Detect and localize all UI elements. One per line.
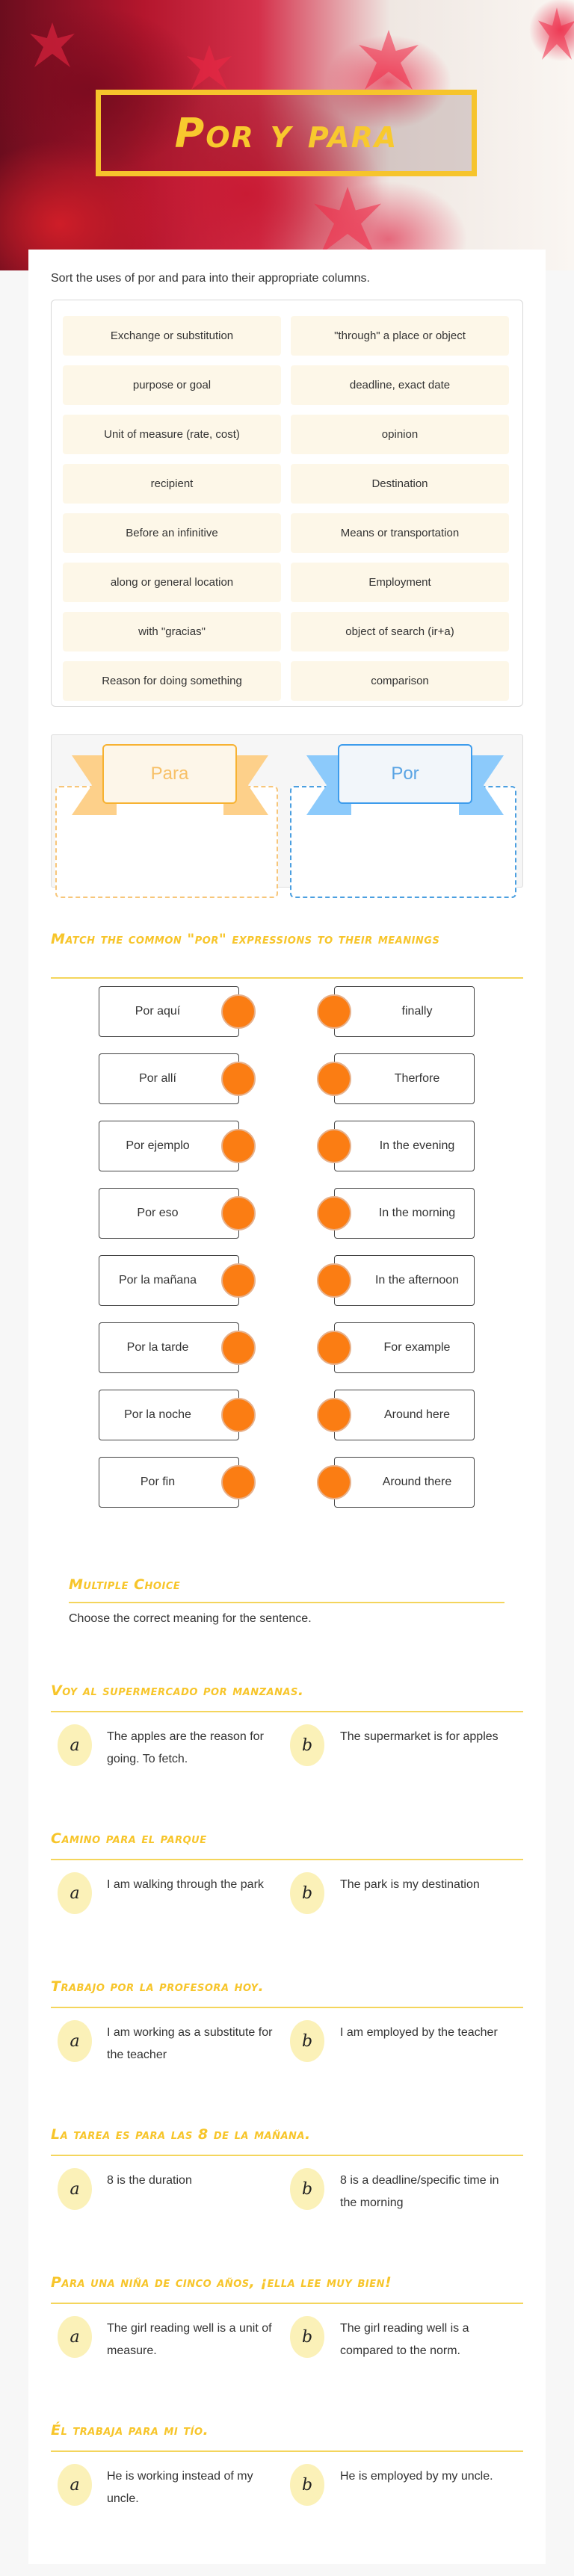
question-prompt: Voy al supermercado por manzanas. [51, 1682, 304, 1699]
match-right-connector[interactable] [317, 1196, 351, 1230]
option-a-badge[interactable] [58, 2316, 92, 2358]
sortable-item[interactable]: Employment [291, 563, 509, 602]
option-a-text[interactable]: He is working instead of my uncle. [107, 2470, 253, 2505]
match-left-item[interactable] [99, 1053, 239, 1104]
match-left-item[interactable] [99, 1457, 239, 1508]
question-prompt: Para una niña de cinco años, ¡ella lee muy bien! [51, 2274, 392, 2291]
match-left-connector[interactable] [221, 1129, 256, 1163]
match-right-item[interactable] [334, 1053, 475, 1104]
por-bucket-label: Por [338, 744, 472, 804]
sortable-item[interactable]: with "gracias" [63, 612, 281, 651]
match-right-item[interactable] [334, 1390, 475, 1440]
match-left-label: Por aquí [135, 1005, 181, 1018]
option-a-badge[interactable] [58, 2464, 92, 2506]
option-letter: b [301, 1736, 313, 1755]
option-b-text[interactable]: The supermarket is for apples [340, 1730, 499, 1743]
match-right-label: finally [401, 1005, 433, 1018]
sort-items-container [51, 300, 523, 707]
match-right-item[interactable] [334, 1255, 475, 1306]
question-divider [51, 2155, 523, 2156]
match-left-item[interactable] [99, 1121, 239, 1171]
sort-buckets [51, 734, 523, 888]
match-right-item[interactable] [334, 986, 475, 1037]
match-right-item[interactable] [334, 1322, 475, 1373]
question-divider [51, 1859, 523, 1860]
question-divider [51, 2303, 523, 2304]
match-left-connector[interactable] [221, 994, 256, 1029]
option-letter: a [70, 2179, 80, 2199]
question-prompt: La tarea es para las 8 de la mañana. [51, 2126, 311, 2143]
match-left-label: Por la mañana [118, 1274, 197, 1287]
sortable-item[interactable]: Unit of measure (rate, cost) [63, 415, 281, 454]
option-b-text[interactable]: He is employed by my uncle. [340, 2470, 493, 2483]
match-left-connector[interactable] [221, 1398, 256, 1432]
leaf-decoration [314, 187, 381, 254]
multiple-choice-title: Multiple Choice [69, 1576, 181, 1593]
leaf-decoration [359, 30, 419, 90]
match-right-connector[interactable] [317, 1062, 351, 1096]
match-left-label: Por ejemplo [126, 1139, 190, 1152]
option-letter: a [70, 2031, 80, 2051]
match-left-connector[interactable] [221, 1263, 256, 1298]
option-a-badge[interactable] [58, 1724, 92, 1766]
option-b-text[interactable]: The girl reading well is a compared to the norm. [340, 2322, 469, 2357]
match-right-label: Around there [382, 1476, 452, 1488]
option-letter: a [70, 2327, 80, 2347]
match-right-connector[interactable] [317, 1465, 351, 1499]
match-left-label: Por allí [139, 1072, 176, 1085]
match-left-label: Por fin [140, 1476, 176, 1488]
sortable-item[interactable]: object of search (ir+a) [291, 612, 509, 651]
option-letter: a [70, 1883, 80, 1903]
match-right-label: In the afternoon [374, 1274, 460, 1287]
option-letter: b [301, 2179, 313, 2199]
match-right-label: Therfore [394, 1072, 440, 1085]
sortable-item[interactable]: deadline, exact date [291, 365, 509, 405]
match-right-connector[interactable] [317, 1263, 351, 1298]
match-left-connector[interactable] [221, 1331, 256, 1365]
match-left-item[interactable] [99, 1390, 239, 1440]
match-right-item[interactable] [334, 1188, 475, 1239]
match-left-item[interactable] [99, 1255, 239, 1306]
match-left-label: Por eso [137, 1207, 179, 1219]
question-divider [51, 2007, 523, 2008]
sortable-item[interactable]: comparison [291, 661, 509, 701]
sortable-item[interactable]: along or general location [63, 563, 281, 602]
leaf-decoration [538, 7, 574, 60]
sortable-item[interactable]: "through" a place or object [291, 316, 509, 356]
match-left-item[interactable] [99, 1188, 239, 1239]
match-left-item[interactable] [99, 986, 239, 1037]
option-b-badge[interactable] [290, 2168, 324, 2210]
question-divider [51, 1711, 523, 1712]
option-b-text[interactable]: 8 is a deadline/specific time in the morning [340, 2174, 499, 2209]
match-left-item[interactable] [99, 1322, 239, 1373]
sort-instruction: Sort the uses of por and para into their appropriate columns. [51, 272, 370, 285]
option-a-text[interactable]: I am walking through the park [107, 1878, 264, 1891]
match-left-label: Por la tarde [126, 1341, 189, 1354]
sortable-item[interactable]: Before an infinitive [63, 513, 281, 553]
question-prompt: Él trabaja para mi tío. [51, 2422, 209, 2439]
match-right-label: In the evening [379, 1139, 455, 1152]
option-b-text[interactable]: I am employed by the teacher [340, 2026, 498, 2039]
option-a-badge[interactable] [58, 1872, 92, 1914]
sortable-item[interactable]: Reason for doing something [63, 661, 281, 701]
match-right-label: Around here [383, 1408, 451, 1421]
option-b-badge[interactable] [290, 2020, 324, 2062]
option-letter: b [301, 2327, 313, 2347]
para-bucket-label: Para [102, 744, 237, 804]
match-right-connector[interactable] [317, 994, 351, 1029]
option-b-text[interactable]: The park is my destination [340, 1878, 480, 1891]
option-letter: a [70, 2475, 80, 2495]
match-left-connector[interactable] [221, 1465, 256, 1499]
option-b-badge[interactable] [290, 1724, 324, 1766]
page-title: Por y para [174, 109, 398, 157]
match-right-label: For example [383, 1341, 451, 1354]
title-banner [96, 90, 477, 176]
sortable-item[interactable]: Means or transportation [291, 513, 509, 553]
option-letter: b [301, 1883, 313, 1903]
match-left-connector[interactable] [221, 1196, 256, 1230]
question-prompt: Trabajo por la profesora hoy. [51, 1978, 265, 1995]
multiple-choice-divider [69, 1602, 504, 1603]
option-b-badge[interactable] [290, 1872, 324, 1914]
option-a-text[interactable]: I am working as a substitute for the teacher [107, 2026, 273, 2061]
sortable-item[interactable]: purpose or goal [63, 365, 281, 405]
match-title: Match the common "por" expressions to their meanings [51, 931, 440, 947]
sortable-item[interactable]: recipient [63, 464, 281, 504]
option-a-text[interactable]: The girl reading well is a unit of measure. [107, 2322, 272, 2357]
match-right-item[interactable] [334, 1457, 475, 1508]
header-image [0, 0, 574, 270]
option-b-badge[interactable] [290, 2464, 324, 2506]
option-b-badge[interactable] [290, 2316, 324, 2358]
option-a-text[interactable]: The apples are the reason for going. To fetch. [107, 1730, 264, 1765]
match-right-connector[interactable] [317, 1331, 351, 1365]
leaf-decoration [30, 22, 75, 67]
match-right-item[interactable] [334, 1121, 475, 1171]
option-a-text[interactable]: 8 is the duration [107, 2174, 192, 2187]
match-right-connector[interactable] [317, 1398, 351, 1432]
question-divider [51, 2450, 523, 2452]
match-title-divider [51, 977, 523, 979]
option-letter: b [301, 2475, 313, 2495]
leaf-decoration [187, 45, 232, 90]
question-prompt: Camino para el parque [51, 1830, 207, 1847]
sortable-item[interactable]: Exchange or substitution [63, 316, 281, 356]
multiple-choice-instruction: Choose the correct meaning for the sentence. [69, 1612, 312, 1625]
option-letter: b [301, 2031, 313, 2051]
sortable-item[interactable]: opinion [291, 415, 509, 454]
option-a-badge[interactable] [58, 2020, 92, 2062]
option-letter: a [70, 1736, 80, 1755]
match-left-label: Por la noche [124, 1408, 191, 1421]
option-a-badge[interactable] [58, 2168, 92, 2210]
sortable-item[interactable]: Destination [291, 464, 509, 504]
match-left-connector[interactable] [221, 1062, 256, 1096]
match-right-label: In the morning [378, 1207, 456, 1219]
match-right-connector[interactable] [317, 1129, 351, 1163]
